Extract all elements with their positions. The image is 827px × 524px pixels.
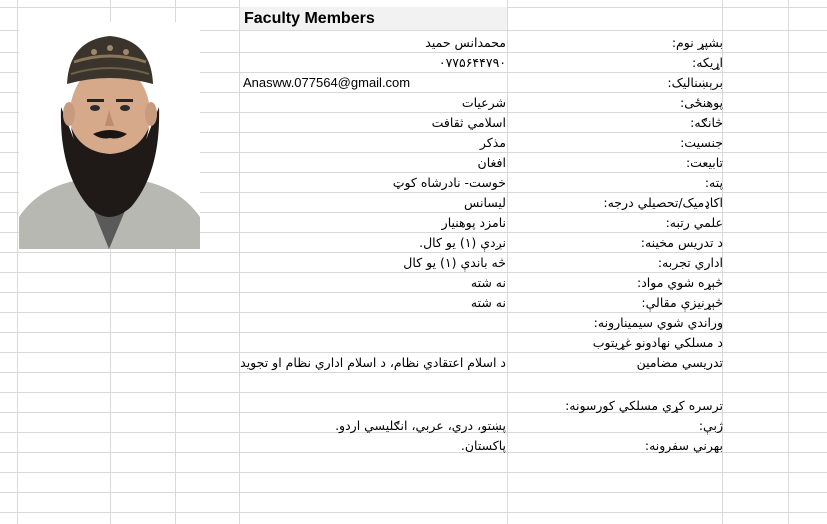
label-research-articles[interactable]: څېړنیزې مقالې: <box>641 295 723 310</box>
value-teaching-subjects[interactable]: د اسلام اعتقادي نظام، د اسلام اداري نظام او تجوید <box>240 355 506 370</box>
label-gender[interactable]: جنسیت: <box>680 135 723 150</box>
value-foreign-travel[interactable]: پاکستان. <box>460 438 506 453</box>
label-research-materials[interactable]: څېړه شوي مواد: <box>636 275 723 290</box>
label-languages[interactable]: ژبې: <box>698 418 723 433</box>
value-gender[interactable]: مذکر <box>479 135 506 150</box>
value-address[interactable]: خوست- نادرشاه کوټ <box>392 175 506 190</box>
person-photo-icon <box>19 22 200 249</box>
label-teaching-history[interactable]: د تدریس مخینه: <box>640 235 723 250</box>
label-courses[interactable]: ترسره کړي مسلکي کورسونه: <box>565 398 723 413</box>
label-faculty[interactable]: پوهنځی: <box>680 95 723 110</box>
value-faculty[interactable]: شرعیات <box>461 95 506 110</box>
value-nationality[interactable]: افغان <box>477 155 506 170</box>
label-nationality[interactable]: تابیعت: <box>685 155 723 170</box>
value-research-materials[interactable]: نه شته <box>470 275 506 290</box>
value-full-name[interactable]: محمدانس حمید <box>425 35 506 50</box>
faculty-photo <box>19 22 200 249</box>
label-admin-experience[interactable]: اداري تجربه: <box>657 255 723 270</box>
value-research-articles[interactable]: نه شته <box>470 295 506 310</box>
label-academic-degree[interactable]: اکاډمیک/تحصیلي درجه: <box>603 195 723 210</box>
value-admin-experience[interactable]: څه باندې (۱) یو کال <box>403 255 506 270</box>
label-full-name[interactable]: بشپړ نوم: <box>671 35 723 50</box>
value-teaching-history[interactable]: نږدې (۱) یو کال. <box>419 235 506 250</box>
label-teaching-subjects[interactable]: تدریسي مضامین <box>636 355 723 370</box>
value-languages[interactable]: پښتو، دري، عربي، انګلیسي اردو. <box>335 418 506 433</box>
label-address[interactable]: پته: <box>704 175 723 190</box>
value-academic-degree[interactable]: لیسانس <box>464 195 506 210</box>
sheet-title[interactable]: Faculty Members <box>240 7 507 30</box>
value-department[interactable]: اسلامي ثقافت <box>431 115 506 130</box>
label-seminars[interactable]: وراندي شوي سیمینارونه: <box>593 315 723 330</box>
value-academic-rank[interactable]: نامزد پوهنیار <box>441 215 506 230</box>
label-memberships[interactable]: د مسلکي نهادونو غړیتوب <box>592 335 723 350</box>
label-contact[interactable]: اړیکه: <box>692 55 723 70</box>
label-academic-rank[interactable]: علمي رتبه: <box>665 215 723 230</box>
label-foreign-travel[interactable]: بهرني سفرونه: <box>644 438 723 453</box>
label-email[interactable]: برېښنالیک: <box>667 75 723 90</box>
label-department[interactable]: څانګه: <box>690 115 723 130</box>
value-email[interactable]: Anasww.077564@gmail.com <box>243 75 411 90</box>
value-contact[interactable]: ۰۷۷۵۶۴۴۷۹۰ <box>438 55 506 70</box>
